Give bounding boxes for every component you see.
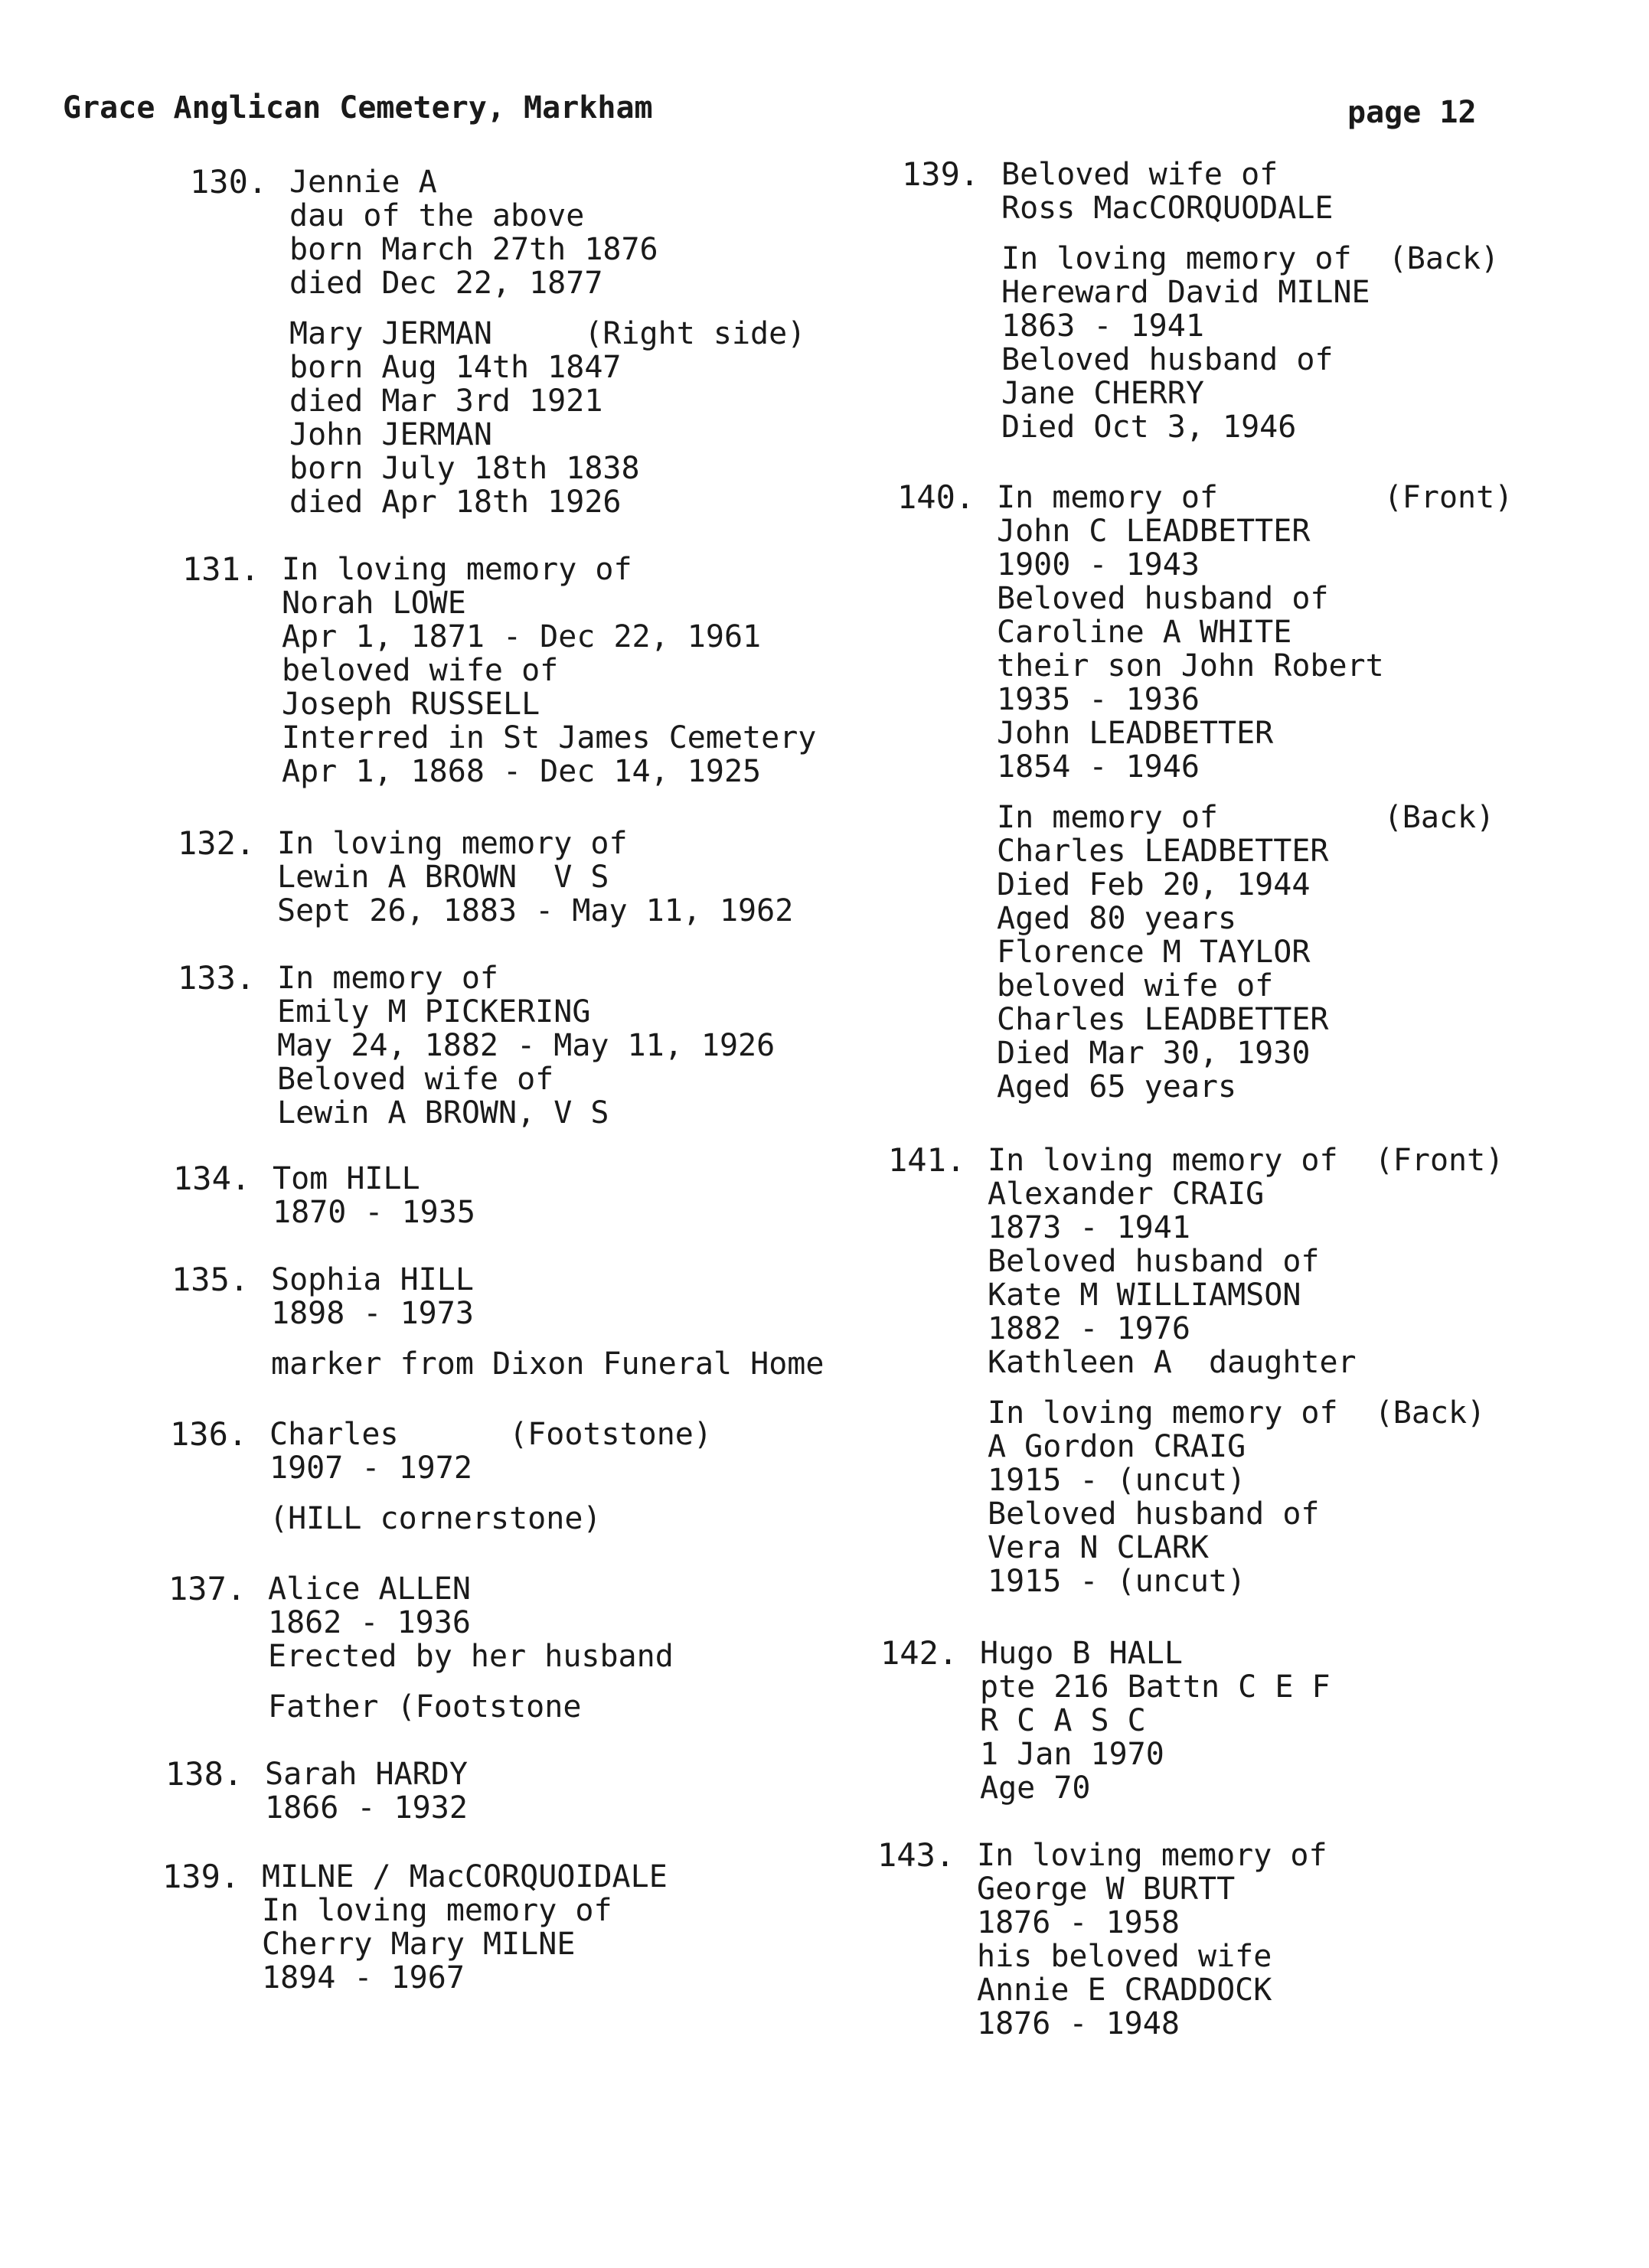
entry-text — [980, 1637, 1331, 1805]
entry-line: died Mar 3rd 1921 — [289, 383, 603, 419]
entry-block — [265, 1757, 468, 1825]
entry-line: A Gordon CRAIG — [988, 1429, 1246, 1464]
entry-line: Jane CHERRY — [1001, 376, 1204, 411]
entry-text — [977, 1839, 1327, 2041]
entry-line: Vera N CLARK — [988, 1530, 1209, 1565]
entry-line: Annie E CRADDOCK — [977, 1973, 1272, 2008]
entry-block — [977, 1839, 1327, 2041]
entry-number: 130. — [190, 163, 268, 201]
entry-line: Charles LEADBETTER — [997, 1002, 1329, 1037]
entry-block — [268, 1690, 674, 1724]
entry-line: Beloved wife of — [277, 1062, 554, 1097]
entry-line: Interred in St James Cemetery — [282, 720, 817, 755]
entry-line: Joseph RUSSELL — [282, 687, 540, 722]
entry-line: Erected by her husband — [268, 1639, 674, 1674]
entry-number: 139. — [902, 155, 980, 193]
entry-line: beloved wife of — [997, 968, 1274, 1003]
entry-line: Died Oct 3, 1946 — [1001, 410, 1297, 445]
entry-line: 1854 - 1946 — [997, 749, 1200, 785]
entry-line: Died Mar 30, 1930 — [997, 1036, 1311, 1071]
entry-line: R C A S C — [980, 1703, 1146, 1738]
entry-block — [980, 1637, 1331, 1805]
entry-block — [1001, 158, 1499, 225]
entry-line: Sept 26, 1883 - May 11, 1962 — [277, 893, 794, 928]
entry-line: Kathleen A daughter — [988, 1345, 1357, 1380]
entry-line: John JERMAN — [289, 417, 492, 452]
entry-line: Died Feb 20, 1944 — [997, 867, 1311, 902]
entry-line: 1873 - 1941 — [988, 1210, 1190, 1245]
entry-block — [988, 1396, 1504, 1598]
entry-line: Lewin A BROWN, V S — [277, 1095, 609, 1131]
entry-line: died Apr 18th 1926 — [289, 485, 622, 520]
entry-line: Apr 1, 1868 - Dec 14, 1925 — [282, 754, 762, 789]
entry-block — [262, 1860, 668, 1995]
entry-block — [997, 801, 1513, 1104]
entry-number: 142. — [880, 1634, 958, 1672]
entry-text — [988, 1144, 1504, 1598]
entry-text — [1001, 158, 1499, 444]
entry-text — [289, 165, 805, 519]
entry-line: In memory of (Back) — [997, 800, 1495, 835]
entry-line: John C LEADBETTER — [997, 514, 1311, 549]
entry-text — [268, 1572, 674, 1724]
page-title: Grace Anglican Cemetery, Markham — [63, 90, 653, 126]
entry-block — [271, 1263, 824, 1330]
entry-line: Sarah HARDY — [265, 1757, 468, 1792]
entry-number: 131. — [182, 550, 260, 588]
entry-line: May 24, 1882 - May 11, 1926 — [277, 1028, 776, 1063]
entry-line: MILNE / MacCORQUOIDALE — [262, 1859, 668, 1894]
entry-line: beloved wife of — [282, 653, 559, 688]
entry-line: 1862 - 1936 — [268, 1605, 471, 1640]
page-number: page 12 — [1347, 95, 1477, 130]
entry-line: dau of the above — [289, 198, 585, 233]
entry-number: 140. — [897, 478, 975, 516]
entry-line: In memory of — [277, 961, 498, 996]
entry-line: In loving memory of (Back) — [988, 1395, 1486, 1431]
entry-line: In loving memory of — [262, 1893, 612, 1928]
entry-line: Beloved husband of — [997, 581, 1329, 616]
entry-number: 135. — [171, 1261, 250, 1298]
entry-line: 1866 - 1932 — [265, 1790, 468, 1826]
entry-line: Hereward David MILNE — [1001, 275, 1370, 310]
entry-line: marker from Dixon Funeral Home — [271, 1346, 824, 1382]
entry-line: 1900 - 1943 — [997, 547, 1200, 583]
entry-line: 1935 - 1936 — [997, 682, 1200, 717]
entry-line: 1876 - 1948 — [977, 2006, 1180, 2041]
entry-number: 143. — [877, 1836, 955, 1874]
entry-line: 1882 - 1976 — [988, 1311, 1190, 1346]
entry-number: 134. — [173, 1160, 251, 1197]
entry-text — [271, 1263, 824, 1381]
entry-line: 1876 - 1958 — [977, 1905, 1180, 1940]
entry-line: pte 216 Battn C E F — [980, 1669, 1331, 1705]
entry-line: Cherry Mary MILNE — [262, 1927, 576, 1962]
entry-line: 1915 - (uncut) — [988, 1564, 1246, 1599]
entry-line: Caroline A WHITE — [997, 615, 1292, 650]
entry-line: Ross MacCORQUODALE — [1001, 191, 1334, 226]
entry-line: Charles (Footstone) — [269, 1417, 712, 1452]
entry-number: 137. — [168, 1570, 247, 1607]
entry-line: 1907 - 1972 — [269, 1451, 472, 1486]
entry-line: their son John Robert — [997, 648, 1384, 684]
entry-line: born March 27th 1876 — [289, 232, 658, 267]
entry-line: Beloved wife of — [1001, 157, 1278, 192]
entry-line: Jennie A — [289, 165, 437, 200]
entry-line: 1894 - 1967 — [262, 1960, 465, 1996]
entry-line: Florence M TAYLOR — [997, 935, 1311, 970]
entry-line: Hugo B HALL — [980, 1636, 1183, 1671]
entry-number: 132. — [178, 824, 256, 862]
entry-line: Charles LEADBETTER — [997, 834, 1329, 869]
entry-line: Sophia HILL — [271, 1262, 474, 1297]
entry-line: 1 Jan 1970 — [980, 1737, 1164, 1772]
entry-line: Alice ALLEN — [268, 1571, 471, 1607]
entry-line: George W BURTT — [977, 1872, 1236, 1907]
entry-block — [269, 1418, 712, 1485]
entry-line: In loving memory of — [977, 1838, 1327, 1873]
entry-text — [269, 1418, 712, 1535]
entry-line: born Aug 14th 1847 — [289, 350, 622, 385]
entry-text — [277, 827, 793, 928]
entry-block — [289, 165, 805, 300]
entry-line: Mary JERMAN (Right side) — [289, 316, 806, 351]
entry-block — [271, 1347, 824, 1381]
entry-line: John LEADBETTER — [997, 716, 1274, 751]
entry-line: (HILL cornerstone) — [269, 1501, 602, 1536]
entry-line: Apr 1, 1871 - Dec 22, 1961 — [282, 619, 762, 654]
entry-block — [1001, 242, 1499, 444]
entry-line: his beloved wife — [977, 1939, 1272, 1974]
entry-line: Father (Footstone — [268, 1689, 582, 1725]
entry-block — [282, 553, 816, 788]
entry-line: born July 18th 1838 — [289, 451, 640, 486]
entry-block — [269, 1502, 712, 1535]
entry-number: 138. — [165, 1755, 243, 1793]
entry-line: Kate M WILLIAMSON — [988, 1278, 1301, 1313]
entry-block — [997, 481, 1513, 784]
entry-block — [277, 961, 775, 1130]
entry-line: Norah LOWE — [282, 586, 466, 621]
entry-line: Emily M PICKERING — [277, 994, 591, 1030]
entry-block — [988, 1144, 1504, 1379]
entry-line: died Dec 22, 1877 — [289, 266, 603, 301]
entry-text — [282, 553, 816, 788]
entry-text — [273, 1162, 475, 1229]
entry-line: Alexander CRAIG — [988, 1176, 1265, 1212]
entry-line: Beloved husband of — [988, 1496, 1320, 1532]
entry-text — [262, 1860, 668, 1995]
entry-line: Aged 65 years — [997, 1069, 1237, 1105]
entry-line: Aged 80 years — [997, 901, 1237, 936]
entry-line: 1863 - 1941 — [1001, 308, 1204, 344]
entry-line: 1915 - (uncut) — [988, 1463, 1246, 1498]
entry-line: In loving memory of — [282, 552, 632, 587]
entry-block — [273, 1162, 475, 1229]
entry-line: In loving memory of (Back) — [1001, 241, 1500, 276]
entry-number: 141. — [888, 1141, 966, 1179]
entry-block — [289, 317, 805, 519]
entry-text — [997, 481, 1513, 1104]
entry-block — [277, 827, 793, 928]
entry-number: 139. — [162, 1858, 240, 1895]
entry-line: In memory of (Front) — [997, 480, 1513, 515]
entry-line: Age 70 — [980, 1770, 1091, 1806]
entry-text — [265, 1757, 468, 1825]
entry-number: 133. — [178, 959, 256, 997]
entry-line: Beloved husband of — [1001, 342, 1334, 377]
entry-block — [268, 1572, 674, 1673]
entry-line: In loving memory of (Front) — [988, 1143, 1504, 1178]
entry-line: Beloved husband of — [988, 1244, 1320, 1279]
entry-number: 136. — [170, 1415, 248, 1453]
entry-text — [277, 961, 775, 1130]
entry-line: 1898 - 1973 — [271, 1296, 474, 1331]
entry-line: In loving memory of — [277, 826, 628, 861]
entry-line: 1870 - 1935 — [273, 1195, 475, 1230]
entry-line: Tom HILL — [273, 1161, 420, 1196]
entry-line: Lewin A BROWN V S — [277, 860, 609, 895]
